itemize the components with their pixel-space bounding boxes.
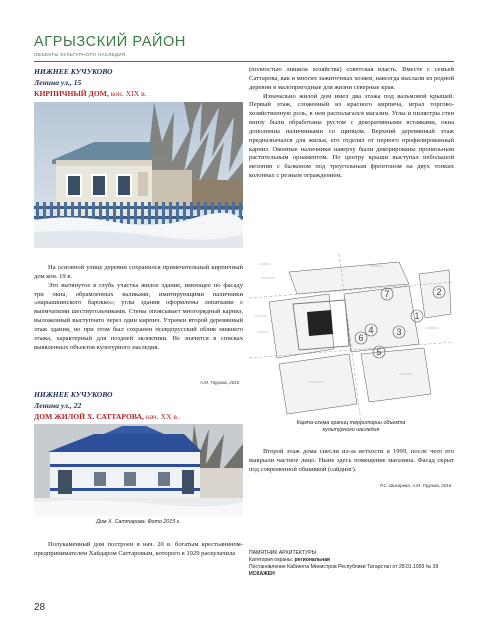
boundary-map bbox=[249, 254, 454, 422]
entry1-date: кон. XIX в. bbox=[110, 89, 147, 98]
map-marker-label: 5 bbox=[376, 347, 382, 357]
map-marker-label: 7 bbox=[384, 289, 390, 299]
brick-house-image bbox=[34, 102, 243, 248]
map-marker-label: 2 bbox=[436, 287, 442, 297]
monument-decree: Постановление Кабинета Министров Республики Татарстан от 28.01.1993 № 39 bbox=[249, 564, 439, 571]
entry1-signature: А.М. Таурова, 2016 bbox=[200, 380, 240, 385]
page-number: 28 bbox=[34, 602, 46, 613]
section-title: АГРЫЗСКИЙ РАЙОН bbox=[34, 34, 186, 50]
sattarov-house-image bbox=[34, 424, 243, 516]
entry2-right-text bbox=[249, 66, 454, 181]
entry1-village: НИЖНЕЕ КУЧУКОВО bbox=[34, 67, 113, 76]
entry2-title bbox=[34, 412, 179, 421]
entry2-left-text bbox=[34, 541, 243, 559]
entry2-right-paragraph: Изначально жилой дом имел два этажа под вальмовой крышей. Первый этаж, сложенный из красного кирпича, играл торгово-хозяйственную роль, в нем располагался магазин. Углы и пилястры стен внизу были обработаны рустом с декоративными вставками, окна дополнены наличниками со щипцом. Верхний деревянный этаж предназначался для жилья, его отделял от первого профилированный карниз. Оконные наличники наверху были декорированы пропильным растительным орнаментом. По центру крыши выступал небольшой мезонин с балконом под треугольным фронтоном на двух тонких колоннах с резным ограждением. bbox=[249, 92, 454, 180]
entry1-paragraph: Это вытянутое в глубь участка жилое здание, имеющее по фасаду три окна, обрамленных валиками, имитирующими наличники «нарышкинского барокко»; углы здания оформлены лопатками с выемчатыми шестиугольниками. Стены опоясывает многорядный карниз, выложенный выступчато через один кирпич. Утрачен второй деревянный этаж здания, но при этом был сохранен псевдорусский облик нижнего этажа, характерный для поздней эклектики. Не значится в списках выявленных объектов культурного наследия. bbox=[34, 281, 243, 351]
entry1-title bbox=[34, 89, 147, 98]
entry2-after-map-text bbox=[249, 448, 454, 475]
entry1-street: Ленина ул., 15 bbox=[34, 78, 82, 87]
monument-category-label: Категория охраны: bbox=[249, 557, 294, 564]
monument-category bbox=[249, 557, 454, 564]
entry2-left-paragraph: Полукаменный дом построен в нач. 20 в. богатым крестьянином-предпринимателем Хайдаром Саттаровым, которого в 1929 раскулачила bbox=[34, 541, 243, 557]
monument-category-value: региональная bbox=[294, 557, 330, 564]
map-caption: Карта-схема границ территории объекта культурного наследия bbox=[296, 420, 406, 433]
entry2-signature: Р.С. Шихарева, А.М. Таурова, 2016 bbox=[380, 483, 452, 488]
sattarov-photo-caption: Дом Х. Саттарова. Фото 2015 г. bbox=[96, 519, 181, 525]
header-rule bbox=[34, 61, 454, 62]
entry2-village: НИЖНЕЕ КУЧУКОВО bbox=[34, 390, 113, 399]
entry1-name: КИРПИЧНЫЙ ДОМ, bbox=[34, 89, 109, 98]
map-marker-label: 6 bbox=[358, 333, 364, 343]
map-marker-label: 3 bbox=[396, 327, 402, 337]
entry2-after-map-paragraph: Второй этаж дома снесли из-за ветхости в 1999, после чего его выкрыли частное лицо. Ныне здесь помещение магазина. Фасад скрыт под современной обшивкой (сайдинг). bbox=[249, 448, 454, 473]
monument-heading: ПАМЯТНИК АРХИТЕКТУРЫ bbox=[249, 550, 317, 556]
entry1-text bbox=[34, 264, 243, 352]
entry1-paragraph: На основной улице деревни сохранился примечательный кирпичный дом кон. 19 в. bbox=[34, 264, 243, 280]
map-marker-label: 4 bbox=[368, 325, 374, 335]
entry2-date: нач. XX в. bbox=[145, 412, 179, 421]
entry2-street: Ленина ул., 22 bbox=[34, 401, 82, 410]
section-subtitle: ОБЪЕКТЫ КУЛЬТУРНОГО НАСЛЕДИЯ bbox=[34, 52, 126, 57]
boundary-map-drawing bbox=[249, 254, 454, 422]
sattarov-house-photo bbox=[34, 424, 243, 516]
monument-info bbox=[249, 550, 454, 578]
map-marker-label: 1 bbox=[414, 311, 420, 321]
entry2-right-paragraph: (полностью лишила хозяйства) советская власть. Вместе с семьей Саттарова, как и многих зажиточных хозяев, навсегда выслали из родной деревни в малопригодные для жизни северные края. bbox=[249, 66, 454, 91]
brick-house-photo bbox=[34, 102, 243, 248]
monument-status: ИСКАЖЕН bbox=[249, 571, 275, 578]
entry2-name: ДОМ ЖИЛОЙ Х. САТТАРОВА, bbox=[34, 412, 144, 421]
